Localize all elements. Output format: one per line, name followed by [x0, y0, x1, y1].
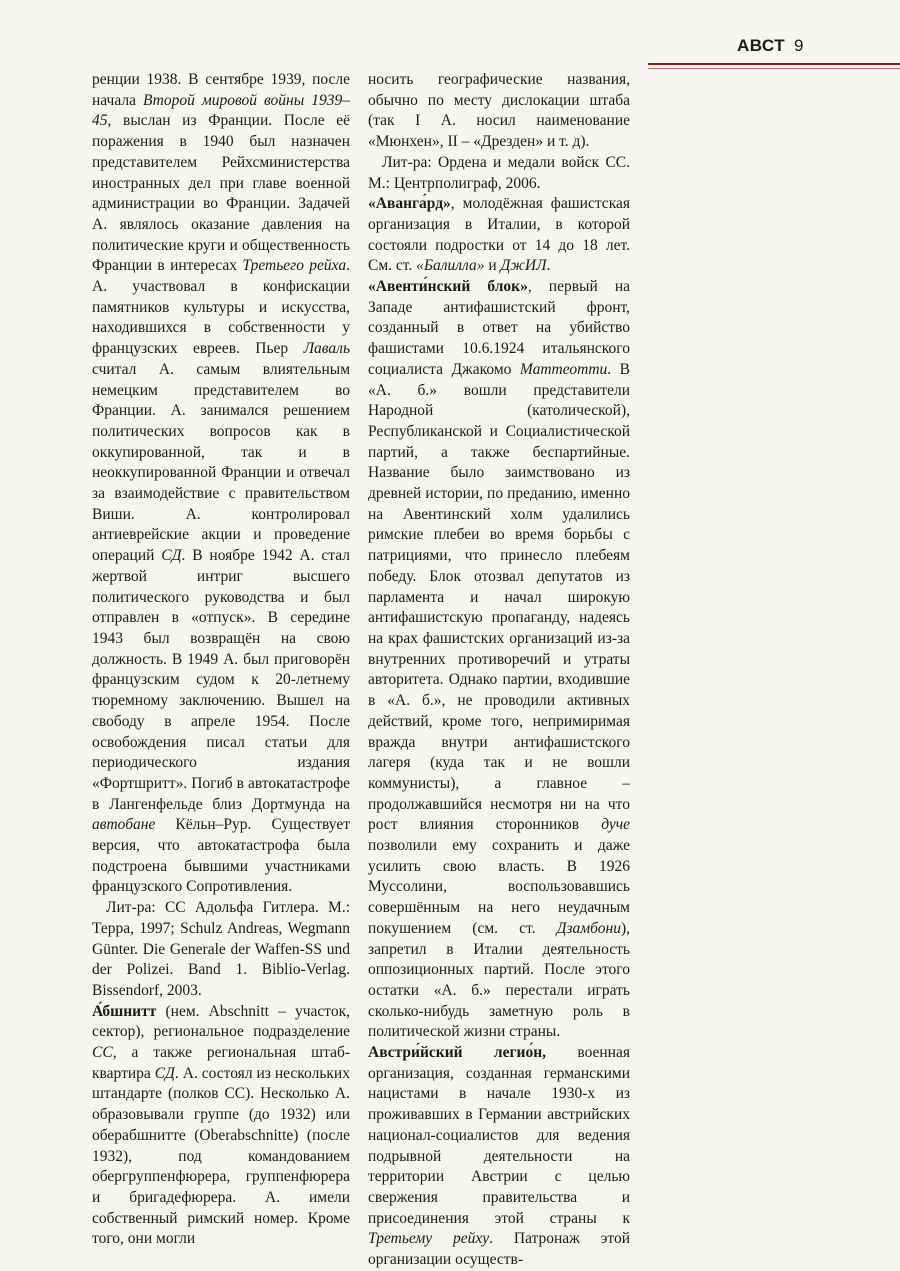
entry-avangard: «Аванга́рд», молодёжная фашистская организация в Италии, в которой состояли подростки от 14 до 18 лет. См. ст. «Балилла» и ДжИЛ.: [368, 195, 630, 275]
page-number: 9: [794, 36, 804, 55]
entry-abschnitt: А́бшнитт (нем. Abschnitt – участок, сектор), региональное подразделение СС, а также региональная штаб-квартира СД. А. состоял из нескольких штандарте (полков СС). Несколько А. образовывали группе (до 1932) или оберабшнитте (Oberabschnitte) (после 1932), под командованием обергруппенфюрера, группенфюрера и бригадефюрера. А. имели собственный римский номер. Кроме того, они могли: [92, 1002, 350, 1248]
paragraph-continuation: ренции 1938. В сентябре 1939, после начала Второй мировой войны 1939–45, выслан из Франции. После её поражения в 1940 был назначен представителем Рейхсминистерства иностранных дел при главе военной администрации во Франции. Задачей А. являлось оказание давления на политические круги и общественность Франции в интересах Третьего рейха. А. участвовал в конфискации памятников культуры и искусства, находившихся в собственности у французских евреев. Пьер Лаваль считал А. самым влиятельным немецким представителем во Франции. А. занимался решением политических вопросов как в оккупированной, так и в неоккупированной Франции и отвечал за взаимодействие с правительством Виши. А. контролировал антиеврейские акции и проведение операций СД. В ноябре 1942 А. стал жертвой интриг высшего политического руководства и был отправлен в «отпуск». В середине 1943 был возвращён на свою должность. В 1949 А. был приговорён французским судом к 20-летнему тюремному заключению. Вышел на свободу в апреле 1954. После освобождения писал статьи для периодического издания «Фортшритт». Погиб в автокатастрофе в Лангенфельде близ Дортмунда на автобане Кёльн–Рур. Существует версия, что автокатастрофа была подстроена бывшими участниками французского Сопротивления.: [92, 71, 351, 896]
header-rule: [648, 63, 900, 65]
entry-term: «Аванга́рд»: [368, 195, 451, 213]
entry-term: Австри́йский легио́н,: [368, 1044, 547, 1062]
right-column: [368, 70, 630, 1271]
entry-austrian-legion: Австри́йский легио́н, военная организация, созданная германскими нацистами в начале 1930-х из проживавших в Германии австрийских национал-социалистов для ведения подрывной деятельности на территории Австрии с целью свержения правительства и присоединения этой страны к Третьему рейху. Патронаж этой организации осуществ-: [368, 1044, 630, 1269]
entry-term: «Авенти́нский блок»: [368, 278, 528, 296]
entry-term: А́бшнитт: [92, 1002, 157, 1020]
entry-aventin-block: «Авенти́нский блок», первый на Западе антифашистский фронт, созданный в ответ на убийство фашистами 10.6.1924 итальянского социалиста Джакомо Маттеотти. В «А. б.» вошли представители Народной (католической), Республиканской и Социалистической партий, а также беспартийные. Название было заимствовано из древней истории, по преданию, именно на Авентинский холм удалились римские плебеи во время борьбы с патрициями, что принесло плебеям победу. Блок отозвал депутатов из парламента и начал широкую антифашистскую пропаганду, надеясь на крах фашистских организаций из-за внутренних противоречий и утраты авторитета. Однако партии, входившие в «А. б.», не проводили активных действий, кроме того, непримиримая вражда внутри антифашистского лагеря (куда так и не вошли коммунисты), а главное – продолжавшийся несмотря ни на что рост влияния сторонников дуче позволили ему сохранить и даже усилить свою власть. В 1926 Муссолини, воспользовавшись совершённым на него неудачным покушением (см. ст. Дзамбони), запретил в Италии деятельность оппозиционных партий. После этого остатки «А. б.» перестали играть сколько-нибудь заметную роль в политической жизни страны.: [368, 278, 630, 1041]
running-head: АВСТ: [737, 36, 786, 55]
literature-reference: Лит-ра: СС Адольфа Гитлера. М.: Терра, 1997; Schulz Andreas, Wegmann Günter. Die Generale der Waffen-SS und der Polizei. Band 1. Biblio-Verlag. Bissendorf, 2003.: [92, 899, 350, 999]
left-column: [92, 70, 350, 1250]
literature-reference: Лит-ра: Ордена и медали войск СС. М.: Центрполиграф, 2006.: [368, 153, 630, 192]
paragraph-continuation: носить географические названия, обычно по месту дислокации штаба (так I А. носил наименование «Мюнхен», II – «Дрезден» и т. д).: [368, 71, 630, 151]
header-rule-thin: [648, 68, 900, 69]
